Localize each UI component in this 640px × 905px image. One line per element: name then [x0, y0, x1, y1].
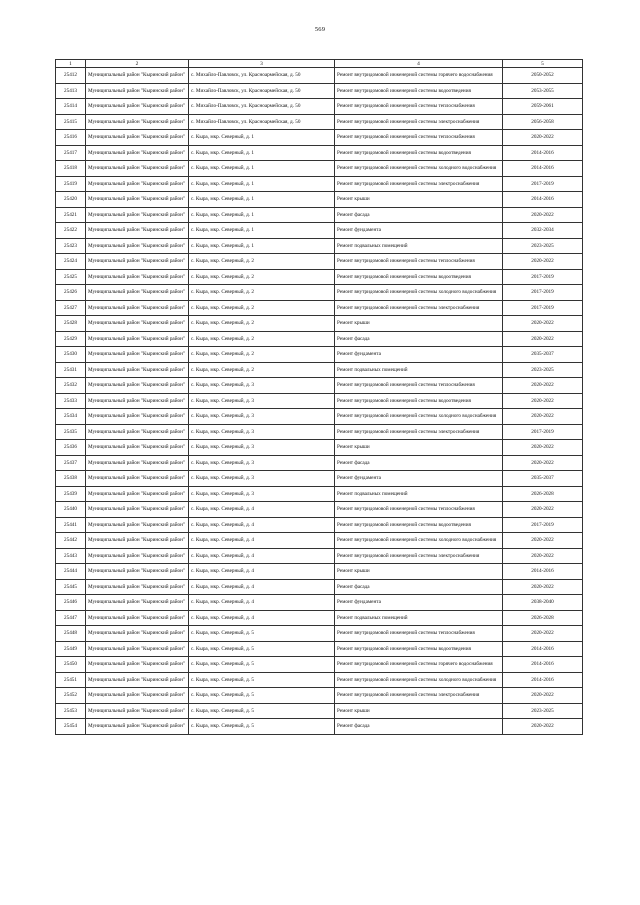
municipality-cell: Муниципальный район "Кыринский район"	[86, 114, 189, 130]
work-type-cell: Ремонт фасада	[335, 331, 503, 347]
period-cell: 2020-2022	[503, 548, 583, 564]
work-type-cell: Ремонт фасада	[335, 207, 503, 223]
municipality-cell: Муниципальный район "Кыринский район"	[86, 610, 189, 626]
table-row	[56, 672, 583, 688]
period-cell: 2014-2016	[503, 564, 583, 580]
row-number-cell: 25436	[56, 440, 86, 456]
municipality-cell: Муниципальный район "Кыринский район"	[86, 409, 189, 425]
municipality-cell: Муниципальный район "Кыринский район"	[86, 223, 189, 239]
municipality-cell: Муниципальный район "Кыринский район"	[86, 595, 189, 611]
table-row	[56, 238, 583, 254]
address-cell: с. Кыра, мкр. Северный, д. 3	[189, 409, 335, 425]
address-cell: с. Кыра, мкр. Северный, д. 2	[189, 331, 335, 347]
table-row	[56, 254, 583, 270]
period-cell: 2020-2022	[503, 378, 583, 394]
period-cell: 2035-2037	[503, 347, 583, 363]
municipality-cell: Муниципальный район "Кыринский район"	[86, 285, 189, 301]
row-number-cell: 25450	[56, 657, 86, 673]
column-header-3: 3	[189, 60, 335, 68]
address-cell: с. Кыра, мкр. Северный, д. 4	[189, 533, 335, 549]
column-header-1: 1	[56, 60, 86, 68]
work-type-cell: Ремонт внутридомовой инженерной системы холодного водоснабжения	[335, 285, 503, 301]
row-number-cell: 25431	[56, 362, 86, 378]
work-type-cell: Ремонт внутридомовой инженерной системы теплоснабжения	[335, 626, 503, 642]
address-cell: с. Кыра, мкр. Северный, д. 1	[189, 176, 335, 192]
address-cell: с. Кыра, мкр. Северный, д. 5	[189, 672, 335, 688]
period-cell: 2026-2028	[503, 486, 583, 502]
work-type-cell: Ремонт внутридомовой инженерной системы холодного водоснабжения	[335, 409, 503, 425]
municipality-cell: Муниципальный район "Кыринский район"	[86, 455, 189, 471]
municipality-cell: Муниципальный район "Кыринский район"	[86, 440, 189, 456]
period-cell: 2053-2055	[503, 83, 583, 99]
period-cell: 2020-2022	[503, 502, 583, 518]
municipality-cell: Муниципальный район "Кыринский район"	[86, 300, 189, 316]
address-cell: с. Кыра, мкр. Северный, д. 4	[189, 595, 335, 611]
work-type-cell: Ремонт фасада	[335, 579, 503, 595]
address-cell: с. Кыра, мкр. Северный, д. 2	[189, 269, 335, 285]
period-cell: 2020-2022	[503, 393, 583, 409]
row-number-cell: 25417	[56, 145, 86, 161]
table-row	[56, 657, 583, 673]
row-number-cell: 25434	[56, 409, 86, 425]
row-number-cell: 25428	[56, 316, 86, 332]
row-number-cell: 25449	[56, 641, 86, 657]
work-type-cell: Ремонт внутридомовой инженерной системы горячего водоснабжения	[335, 68, 503, 84]
row-number-cell: 25424	[56, 254, 86, 270]
work-type-cell: Ремонт внутридомовой инженерной системы электроснабжения	[335, 300, 503, 316]
municipality-cell: Муниципальный район "Кыринский район"	[86, 331, 189, 347]
work-type-cell: Ремонт внутридомовой инженерной системы электроснабжения	[335, 114, 503, 130]
period-cell: 2017-2019	[503, 269, 583, 285]
table-row	[56, 703, 583, 719]
period-cell: 2020-2022	[503, 207, 583, 223]
row-number-cell: 25422	[56, 223, 86, 239]
row-number-cell: 25423	[56, 238, 86, 254]
row-number-cell: 25437	[56, 455, 86, 471]
address-cell: с. Кыра, мкр. Северный, д. 4	[189, 517, 335, 533]
work-type-cell: Ремонт подвальных помещений	[335, 610, 503, 626]
row-number-cell: 25429	[56, 331, 86, 347]
municipality-cell: Муниципальный район "Кыринский район"	[86, 657, 189, 673]
period-cell: 2059-2061	[503, 99, 583, 115]
address-cell: с. Кыра, мкр. Северный, д. 5	[189, 703, 335, 719]
row-number-cell: 25416	[56, 130, 86, 146]
address-cell: с. Михайло-Павловск, ул. Красноармейская, д. 50	[189, 114, 335, 130]
address-cell: с. Кыра, мкр. Северный, д. 4	[189, 548, 335, 564]
work-type-cell: Ремонт внутридомовой инженерной системы теплоснабжения	[335, 502, 503, 518]
work-type-cell: Ремонт крыши	[335, 192, 503, 208]
period-cell: 2020-2022	[503, 455, 583, 471]
row-number-cell: 25451	[56, 672, 86, 688]
work-type-cell: Ремонт внутридомовой инженерной системы электроснабжения	[335, 688, 503, 704]
address-cell: с. Кыра, мкр. Северный, д. 1	[189, 161, 335, 177]
address-cell: с. Михайло-Павловск, ул. Красноармейская, д. 50	[189, 83, 335, 99]
period-cell: 2014-2016	[503, 657, 583, 673]
period-cell: 2020-2022	[503, 331, 583, 347]
row-number-cell: 25441	[56, 517, 86, 533]
work-type-cell: Ремонт подвальных помещений	[335, 238, 503, 254]
row-number-cell: 25435	[56, 424, 86, 440]
municipality-cell: Муниципальный район "Кыринский район"	[86, 688, 189, 704]
work-type-cell: Ремонт крыши	[335, 703, 503, 719]
work-type-cell: Ремонт внутридомовой инженерной системы водоотведения	[335, 393, 503, 409]
table-body	[56, 68, 583, 735]
period-cell: 2023-2025	[503, 703, 583, 719]
municipality-cell: Муниципальный район "Кыринский район"	[86, 316, 189, 332]
period-cell: 2035-2037	[503, 471, 583, 487]
row-number-cell: 25415	[56, 114, 86, 130]
municipality-cell: Муниципальный район "Кыринский район"	[86, 130, 189, 146]
period-cell: 2020-2022	[503, 533, 583, 549]
municipality-cell: Муниципальный район "Кыринский район"	[86, 83, 189, 99]
period-cell: 2017-2019	[503, 176, 583, 192]
work-type-cell: Ремонт внутридомовой инженерной системы теплоснабжения	[335, 254, 503, 270]
work-type-cell: Ремонт внутридомовой инженерной системы теплоснабжения	[335, 130, 503, 146]
period-cell: 2017-2019	[503, 285, 583, 301]
table-row	[56, 595, 583, 611]
row-number-cell: 25418	[56, 161, 86, 177]
municipality-cell: Муниципальный район "Кыринский район"	[86, 269, 189, 285]
table-row	[56, 207, 583, 223]
municipality-cell: Муниципальный район "Кыринский район"	[86, 254, 189, 270]
address-cell: с. Кыра, мкр. Северный, д. 3	[189, 471, 335, 487]
work-type-cell: Ремонт подвальных помещений	[335, 362, 503, 378]
table-row	[56, 176, 583, 192]
municipality-cell: Муниципальный район "Кыринский район"	[86, 378, 189, 394]
table-row	[56, 347, 583, 363]
row-number-cell: 25427	[56, 300, 86, 316]
row-number-cell: 25445	[56, 579, 86, 595]
municipality-cell: Муниципальный район "Кыринский район"	[86, 641, 189, 657]
period-cell: 2020-2022	[503, 409, 583, 425]
address-cell: с. Кыра, мкр. Северный, д. 3	[189, 455, 335, 471]
row-number-cell: 25440	[56, 502, 86, 518]
municipality-cell: Муниципальный район "Кыринский район"	[86, 145, 189, 161]
row-number-cell: 25443	[56, 548, 86, 564]
address-cell: с. Кыра, мкр. Северный, д. 3	[189, 440, 335, 456]
period-cell: 2020-2022	[503, 130, 583, 146]
row-number-cell: 25448	[56, 626, 86, 642]
table-row	[56, 502, 583, 518]
address-cell: с. Кыра, мкр. Северный, д. 1	[189, 223, 335, 239]
table-row	[56, 285, 583, 301]
row-number-cell: 25412	[56, 68, 86, 84]
municipality-cell: Муниципальный район "Кыринский район"	[86, 719, 189, 735]
municipality-cell: Муниципальный район "Кыринский район"	[86, 238, 189, 254]
table-row	[56, 393, 583, 409]
work-type-cell: Ремонт внутридомовой инженерной системы горячего водоснабжения	[335, 657, 503, 673]
table-row	[56, 316, 583, 332]
work-type-cell: Ремонт фундамента	[335, 471, 503, 487]
address-cell: с. Кыра, мкр. Северный, д. 4	[189, 610, 335, 626]
table-row	[56, 114, 583, 130]
address-cell: с. Кыра, мкр. Северный, д. 1	[189, 207, 335, 223]
table-row	[56, 130, 583, 146]
table-row	[56, 409, 583, 425]
row-number-cell: 25426	[56, 285, 86, 301]
work-type-cell: Ремонт крыши	[335, 316, 503, 332]
address-cell: с. Кыра, мкр. Северный, д. 1	[189, 130, 335, 146]
municipality-cell: Муниципальный район "Кыринский район"	[86, 424, 189, 440]
work-type-cell: Ремонт фундамента	[335, 347, 503, 363]
address-cell: с. Кыра, мкр. Северный, д. 1	[189, 238, 335, 254]
table-row	[56, 99, 583, 115]
row-number-cell: 25439	[56, 486, 86, 502]
row-number-cell: 25425	[56, 269, 86, 285]
work-type-cell: Ремонт фундамента	[335, 595, 503, 611]
table-row	[56, 688, 583, 704]
period-cell: 2014-2016	[503, 161, 583, 177]
address-cell: с. Кыра, мкр. Северный, д. 4	[189, 564, 335, 580]
work-type-cell: Ремонт фундамента	[335, 223, 503, 239]
table-row	[56, 471, 583, 487]
row-number-cell: 25438	[56, 471, 86, 487]
table-row	[56, 533, 583, 549]
work-type-cell: Ремонт крыши	[335, 440, 503, 456]
address-cell: с. Кыра, мкр. Северный, д. 4	[189, 579, 335, 595]
address-cell: с. Кыра, мкр. Северный, д. 1	[189, 192, 335, 208]
municipality-cell: Муниципальный район "Кыринский район"	[86, 533, 189, 549]
municipality-cell: Муниципальный район "Кыринский район"	[86, 161, 189, 177]
address-cell: с. Кыра, мкр. Северный, д. 5	[189, 688, 335, 704]
address-cell: с. Кыра, мкр. Северный, д. 1	[189, 145, 335, 161]
municipality-cell: Муниципальный район "Кыринский район"	[86, 502, 189, 518]
address-cell: с. Кыра, мкр. Северный, д. 3	[189, 393, 335, 409]
work-type-cell: Ремонт внутридомовой инженерной системы холодного водоснабжения	[335, 161, 503, 177]
table-row	[56, 68, 583, 84]
work-type-cell: Ремонт внутридомовой инженерной системы холодного водоснабжения	[335, 533, 503, 549]
row-number-cell: 25419	[56, 176, 86, 192]
work-type-cell: Ремонт внутридомовой инженерной системы водоотведения	[335, 517, 503, 533]
address-cell: с. Кыра, мкр. Северный, д. 2	[189, 316, 335, 332]
municipality-cell: Муниципальный район "Кыринский район"	[86, 486, 189, 502]
address-cell: с. Кыра, мкр. Северный, д. 2	[189, 254, 335, 270]
municipality-cell: Муниципальный район "Кыринский район"	[86, 176, 189, 192]
work-type-cell: Ремонт внутридомовой инженерной системы водоотведения	[335, 145, 503, 161]
row-number-cell: 25446	[56, 595, 86, 611]
period-cell: 2017-2019	[503, 517, 583, 533]
municipality-cell: Муниципальный район "Кыринский район"	[86, 362, 189, 378]
address-cell: с. Кыра, мкр. Северный, д. 5	[189, 641, 335, 657]
row-number-cell: 25433	[56, 393, 86, 409]
municipality-cell: Муниципальный район "Кыринский район"	[86, 68, 189, 84]
municipality-cell: Муниципальный район "Кыринский район"	[86, 517, 189, 533]
period-cell: 2020-2022	[503, 316, 583, 332]
table-row	[56, 548, 583, 564]
table-row	[56, 145, 583, 161]
repair-schedule-table	[55, 59, 583, 735]
period-cell: 2020-2022	[503, 626, 583, 642]
municipality-cell: Муниципальный район "Кыринский район"	[86, 579, 189, 595]
period-cell: 2020-2022	[503, 688, 583, 704]
row-number-cell: 25420	[56, 192, 86, 208]
table-row	[56, 440, 583, 456]
work-type-cell: Ремонт внутридомовой инженерной системы водоотведения	[335, 269, 503, 285]
table-row	[56, 641, 583, 657]
period-cell: 2020-2022	[503, 719, 583, 735]
work-type-cell: Ремонт внутридомовой инженерной системы водоотведения	[335, 83, 503, 99]
row-number-cell: 25421	[56, 207, 86, 223]
municipality-cell: Муниципальный район "Кыринский район"	[86, 207, 189, 223]
period-cell: 2020-2022	[503, 440, 583, 456]
municipality-cell: Муниципальный район "Кыринский район"	[86, 192, 189, 208]
row-number-cell: 25430	[56, 347, 86, 363]
period-cell: 2023-2025	[503, 362, 583, 378]
work-type-cell: Ремонт внутридомовой инженерной системы водоотведения	[335, 641, 503, 657]
period-cell: 2023-2025	[503, 238, 583, 254]
table-row	[56, 719, 583, 735]
period-cell: 2014-2016	[503, 641, 583, 657]
table-row	[56, 192, 583, 208]
period-cell: 2026-2028	[503, 610, 583, 626]
row-number-cell: 25447	[56, 610, 86, 626]
address-cell: с. Михайло-Павловск, ул. Красноармейская, д. 50	[189, 68, 335, 84]
row-number-cell: 25444	[56, 564, 86, 580]
municipality-cell: Муниципальный район "Кыринский район"	[86, 471, 189, 487]
table-row	[56, 486, 583, 502]
table-row	[56, 579, 583, 595]
table-row	[56, 223, 583, 239]
row-number-cell: 25452	[56, 688, 86, 704]
period-cell: 2038-2040	[503, 595, 583, 611]
work-type-cell: Ремонт подвальных помещений	[335, 486, 503, 502]
period-cell: 2014-2016	[503, 672, 583, 688]
work-type-cell: Ремонт внутридомовой инженерной системы теплоснабжения	[335, 99, 503, 115]
column-header-2: 2	[86, 60, 189, 68]
period-cell: 2020-2022	[503, 254, 583, 270]
column-header-5: 5	[503, 60, 583, 68]
period-cell: 2032-2034	[503, 223, 583, 239]
row-number-cell: 25453	[56, 703, 86, 719]
work-type-cell: Ремонт крыши	[335, 564, 503, 580]
work-type-cell: Ремонт фасада	[335, 719, 503, 735]
table-row	[56, 626, 583, 642]
period-cell: 2056-2058	[503, 114, 583, 130]
period-cell: 2017-2019	[503, 424, 583, 440]
municipality-cell: Муниципальный район "Кыринский район"	[86, 626, 189, 642]
address-cell: с. Кыра, мкр. Северный, д. 3	[189, 378, 335, 394]
address-cell: с. Кыра, мкр. Северный, д. 5	[189, 719, 335, 735]
table-row	[56, 424, 583, 440]
work-type-cell: Ремонт фасада	[335, 455, 503, 471]
table-row	[56, 455, 583, 471]
table-row	[56, 300, 583, 316]
row-number-cell: 25442	[56, 533, 86, 549]
column-header-4: 4	[335, 60, 503, 68]
period-cell: 2014-2016	[503, 192, 583, 208]
row-number-cell: 25414	[56, 99, 86, 115]
work-type-cell: Ремонт внутридомовой инженерной системы электроснабжения	[335, 424, 503, 440]
municipality-cell: Муниципальный район "Кыринский район"	[86, 393, 189, 409]
row-number-cell: 25454	[56, 719, 86, 735]
address-cell: с. Михайло-Павловск, ул. Красноармейская, д. 50	[189, 99, 335, 115]
period-cell: 2050-2052	[503, 68, 583, 84]
municipality-cell: Муниципальный район "Кыринский район"	[86, 564, 189, 580]
table-row	[56, 161, 583, 177]
address-cell: с. Кыра, мкр. Северный, д. 3	[189, 424, 335, 440]
municipality-cell: Муниципальный район "Кыринский район"	[86, 347, 189, 363]
table-row	[56, 610, 583, 626]
address-cell: с. Кыра, мкр. Северный, д. 2	[189, 362, 335, 378]
row-number-cell: 25432	[56, 378, 86, 394]
address-cell: с. Кыра, мкр. Северный, д. 2	[189, 300, 335, 316]
row-number-cell: 25413	[56, 83, 86, 99]
address-cell: с. Кыра, мкр. Северный, д. 4	[189, 502, 335, 518]
address-cell: с. Кыра, мкр. Северный, д. 5	[189, 626, 335, 642]
table-row	[56, 378, 583, 394]
period-cell: 2017-2019	[503, 300, 583, 316]
address-cell: с. Кыра, мкр. Северный, д. 2	[189, 347, 335, 363]
work-type-cell: Ремонт внутридомовой инженерной системы теплоснабжения	[335, 378, 503, 394]
municipality-cell: Муниципальный район "Кыринский район"	[86, 703, 189, 719]
municipality-cell: Муниципальный район "Кыринский район"	[86, 672, 189, 688]
table-row	[56, 83, 583, 99]
page-number: 569	[314, 26, 326, 33]
work-type-cell: Ремонт внутридомовой инженерной системы электроснабжения	[335, 176, 503, 192]
address-cell: с. Кыра, мкр. Северный, д. 2	[189, 285, 335, 301]
table-row	[56, 362, 583, 378]
period-cell: 2014-2016	[503, 145, 583, 161]
municipality-cell: Муниципальный район "Кыринский район"	[86, 548, 189, 564]
table-row	[56, 517, 583, 533]
table-row	[56, 331, 583, 347]
table-header-row	[56, 60, 583, 68]
address-cell: с. Кыра, мкр. Северный, д. 5	[189, 657, 335, 673]
work-type-cell: Ремонт внутридомовой инженерной системы холодного водоснабжения	[335, 672, 503, 688]
address-cell: с. Кыра, мкр. Северный, д. 3	[189, 486, 335, 502]
work-type-cell: Ремонт внутридомовой инженерной системы электроснабжения	[335, 548, 503, 564]
municipality-cell: Муниципальный район "Кыринский район"	[86, 99, 189, 115]
table-row	[56, 564, 583, 580]
period-cell: 2020-2022	[503, 579, 583, 595]
table-row	[56, 269, 583, 285]
